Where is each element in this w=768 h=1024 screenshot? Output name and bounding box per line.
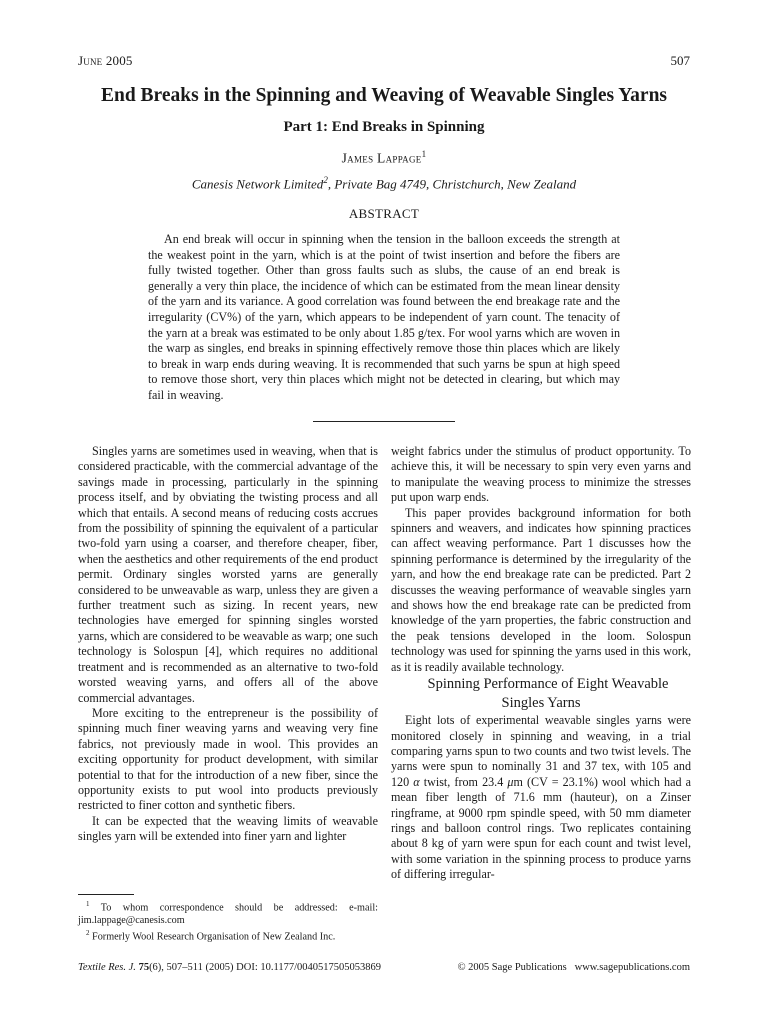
- author-name: James Lappage: [341, 150, 422, 166]
- body-column-left: [78, 444, 378, 845]
- affiliation-address: , Private Bag 4749, Christchurch, New Zealand: [327, 176, 577, 192]
- section-text-part: Eight lots of experimental weavable singles yarns were monitored closely in spinning and weaving, in a trial comparing yarns spun to two counts and two twist levels. The yarns were spun to nominally 31 and 37 tex, with 105 and 120: [391, 713, 691, 789]
- footer-copyright: © 2005 Sage Publications www.sagepublications.com: [457, 962, 690, 973]
- separator-rule: [313, 421, 455, 422]
- article-title: End Breaks in the Spinning and Weaving of Weavable Singles Yarns: [100, 85, 668, 106]
- author-line: [60, 149, 708, 167]
- affiliation: [60, 175, 708, 192]
- body-paragraph: Singles yarns are sometimes used in weaving, when that is considered practicable, with the commercial advantage of the savings made in processing, particularly in the spinning process itself, and by obviating the twisting process and all which that entails. A second means of reducing costs accrues from the possibility of spinning the equivalent of a particular two-fold yarn using a coarser, and therefore cheaper, fiber, when the aesthetics and other requirements of the end product permit. Ordinary singles worsted yarns are generally considered to be unweavable as warp, unless they are given a further treatment such as sizing. In recent years, new technologies have emerged for spinning singles worsted yarns, which are considered to be weavable as warp; one such technology is Solospun [4], which requires no additional treatment and is recommended as an alternative to two-fold worsted weaving yarns, and offers all of the above commercial advantages.: [78, 444, 378, 705]
- article-subtitle: Part 1: End Breaks in Spinning: [283, 119, 485, 135]
- abstract-text: An end break will occur in spinning when the tension in the balloon exceeds the strength at the weakest point in the yarn, which is at the point of twist insertion and before the fibers are fully twisted together. Other than gross faults such as slubs, the cause of an end break is generally a very thin place, the incidence of which can be estimated from the mean linear density of the yarn and its variance. A good correlation was found between the end breakage rate and the irregularity (CV%) of the yarn, which appears to be independent of yarn count. The tenacity of the yarn at a break was estimated to be only about 1.85 g/tex. For wool yarns which are woven in the warp as singles, end breaks in spinning effectively remove those thin places which are likely to break in warp ends during weaving. It is recommended that such yarns be spun at high speed to remove those short, very thin places which might not be detected in clearing, but which may fail in weaving.: [148, 232, 620, 402]
- affiliation-footnote-marker: 2: [323, 175, 328, 185]
- section-paragraph: [391, 713, 691, 882]
- body-paragraph: It can be expected that the weaving limits of weavable singles yarn will be extended into finer yarn and lighter: [78, 813, 378, 844]
- mu-symbol: μ: [507, 774, 514, 789]
- affiliation-org: Canesis Network Limited: [191, 176, 324, 192]
- alpha-symbol: α: [413, 774, 420, 789]
- header-year: 2005: [105, 53, 133, 68]
- section-text-part: twist, from 23.4: [419, 774, 508, 789]
- journal-name: Textile Res. J.: [78, 962, 136, 973]
- footnote-marker: 1: [86, 900, 90, 908]
- section-text-part: m (CV = 23.1%) wool which had a mean fiber length of 71.6 mm (hauteur), on a Zinser ringframe, at 9000 rpm spindle speed, with 50 mm diameter rings and balloon control rings. Two replicates containing about 8 kg of yarn were spun for each count and twist level, with some variation in the spinning process to produce yarns of differing irregular-: [391, 774, 692, 882]
- citation-details: (6), 507–511 (2005) DOI: 10.1177/0040517505053869: [149, 962, 382, 973]
- running-header-date: [78, 53, 133, 69]
- footnote-1: [78, 898, 378, 927]
- body-paragraph: weight fabrics under the stimulus of product opportunity. To achieve this, it will be necessary to spin very even yarns and to manipulate the weaving process to minimize the stresses put upon warp ends.: [391, 444, 691, 505]
- body-column-right: [391, 444, 691, 883]
- footer-citation: [78, 962, 381, 973]
- footnote-text: Formerly Wool Research Organisation of New Zealand Inc.: [92, 931, 336, 943]
- body-paragraph: More exciting to the entrepreneur is the possibility of spinning much finer weaving yarns and weaving very fine fabrics, not previously made in wool. This provides an exciting opportunity for product development, with similar potential to that for the introduction of a new fiber, since the opportunity exists to put wool into products previously restricted to finer cotton and synthetic fibers.: [78, 705, 378, 813]
- body-paragraph: This paper provides background information for both spinners and weavers, and indicates how spinning practices can affect weaving performance. Part 1 discusses how the spinning performance is determined by the irregularity of the yarn, and how the end breakage rate can be predicted. Part 2 discusses the weaving performance of weavable singles yarn and shows how the end breakage rate can be predicted from knowledge of the yarn properties, the fabric construction and the peak tensions developed in the loom. Solospun technology was used for spinning the yarns used in this work, as it is readily available technology.: [391, 505, 691, 674]
- footnote-text: To whom correspondence should be addressed: e-mail: jim.lappage@canesis.com: [78, 902, 378, 926]
- page-number: 507: [670, 53, 690, 68]
- journal-volume: 75: [138, 962, 150, 973]
- section-heading: Spinning Performance of Eight Weavable Singles Yarns: [427, 676, 669, 712]
- footnote-2: [78, 927, 378, 944]
- abstract-heading: ABSTRACT: [348, 206, 420, 221]
- footnote-rule: [78, 894, 134, 895]
- footnote-marker: 2: [86, 928, 90, 937]
- footnotes: [78, 898, 378, 943]
- header-month: June: [78, 53, 103, 68]
- author-footnote-marker: 1: [421, 149, 427, 159]
